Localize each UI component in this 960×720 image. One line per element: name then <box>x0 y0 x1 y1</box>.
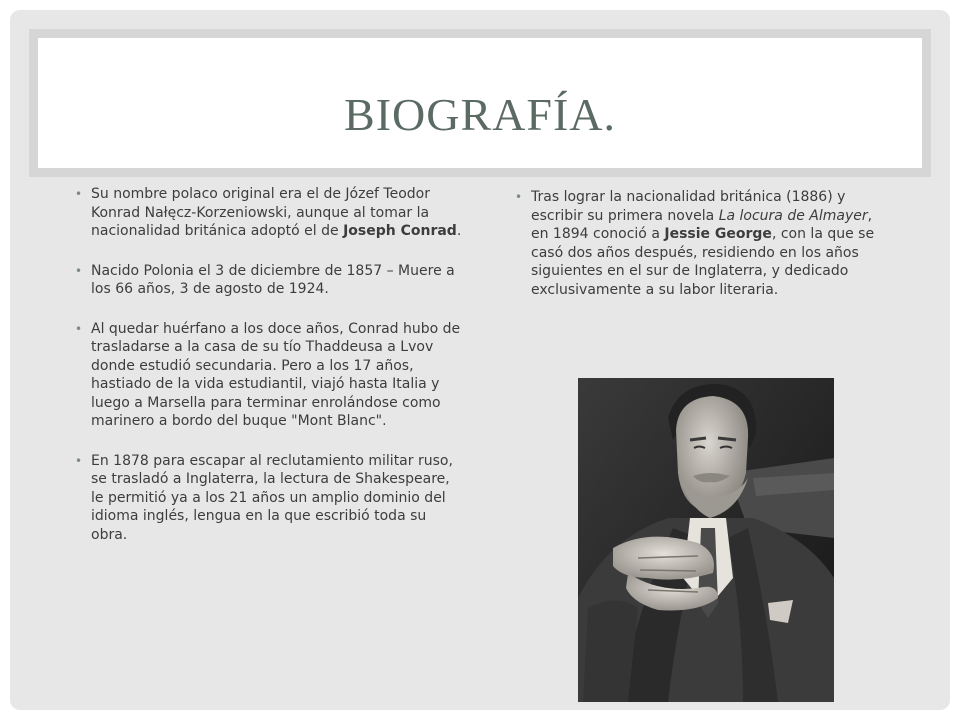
bold-name: Jessie George <box>664 226 772 242</box>
bullet-icon: • <box>75 453 83 468</box>
italic-title: La locura de Almayer <box>718 207 868 224</box>
bullet-text: Al quedar huérfano a los doce años, Conrad hubo de trasladarse a la casa de su tío Thaddeusa a Lvov donde estudió secundaria. Pero a los 17 años, hastiado de la vida estudiantil, viajó hasta Italia y luego a Marsella para terminar enrolándose como marinero a bordo del buque "Mont Blanc". <box>91 320 461 429</box>
bullet-text: Su nombre polaco original era el de Józef Teodor Konrad Nałęcz-Korzeniowski, aunque al tomar la nacionalidad británica adoptó el de Joseph Conrad. <box>91 186 462 239</box>
bullet-item <box>75 185 465 241</box>
bullet-item <box>75 452 465 545</box>
bullet-icon: • <box>515 190 523 204</box>
portrait-photo[interactable] <box>578 378 834 702</box>
left-text-column[interactable] <box>75 185 465 565</box>
bullet-icon: • <box>75 263 83 278</box>
slide <box>10 10 950 710</box>
bullet-text: Tras lograr la nacionalidad británica (1886) y escribir su primera novela La locura de Almayer, en 1894 conoció a Jessie George, con la que se casó dos años después, residiendo en los años siguientes en el sur de Inglaterra, y dedicado exclusivamente a su labor literaria. <box>531 189 875 298</box>
bold-name: Joseph Conrad <box>343 223 457 239</box>
bullet-icon: • <box>75 187 83 201</box>
bullet-text: En 1878 para escapar al reclutamiento militar ruso, se trasladó a Inglaterra, la lectura de Shakespeare, le permitió ya a los 21 años un amplio dominio del idioma inglés, lengua en la que escribió toda su obra. <box>91 452 453 543</box>
slide-title: BIOGRAFÍA. <box>344 89 616 140</box>
title-frame <box>29 29 931 177</box>
title-box[interactable] <box>38 38 922 168</box>
bullet-text: Nacido Polonia el 3 de diciembre de 1857 – Muere a los 66 años, 3 de agosto de 1924. <box>91 262 455 297</box>
bullet-icon: • <box>75 321 83 336</box>
right-text-column[interactable] <box>515 188 890 320</box>
bullet-item <box>75 320 465 431</box>
bullet-item <box>515 188 890 299</box>
bullet-item <box>75 262 465 299</box>
portrait-image <box>578 378 834 702</box>
